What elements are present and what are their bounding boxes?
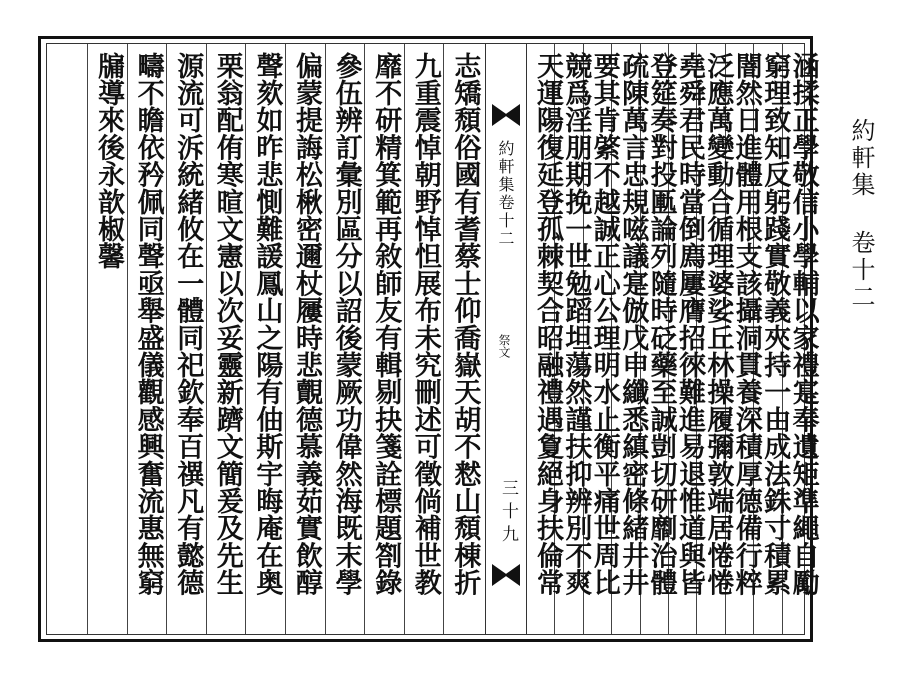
lower-fish-tail-icon [492,564,520,586]
column-rule [166,44,167,634]
text-column: 泛應萬變動合循理婆娑丘林操履彌敦端居惓惓 [702,52,734,596]
upper-fish-tail-icon [492,104,520,126]
column-rule [285,44,286,634]
column-rule [87,44,88,634]
text-column: 要其肯綮不越誠正心公理明水止衡平痛世周比 [588,52,620,596]
fold-title: 約軒集卷十二 [496,140,515,248]
text-column: 聲欬如昨悲惻難諼鳳山之陽有伷斯宇晦庵在奥 [251,52,283,596]
text-column: 天運陽復延登孤棘契合昭融禮遇夐絕身扶倫常 [532,52,563,596]
text-column: 源流可泝統緒攸在一體同祀欽奉百禩凡有懿德 [172,52,204,596]
text-column: 栗翁配侑寒暄文憲以次妥靈新躋文簡爰及先生 [211,52,243,596]
text-column: 競爲淫朋期挽一世勉蹈坦蕩然謹扶抑辨別不爽 [560,52,592,596]
text-column: 登筵奏對投匭論列隨時砭藥至誠剴切研劘治體 [645,52,677,596]
text-column: 涵揉正學敬信小學輔以家禮寔奉遺矩準繩自勵 [787,52,819,596]
text-column: 疇不瞻依矜佩同聲亟舉盛儀觀感興奮流惠無窮 [132,52,164,596]
text-column: 九重震悼朝野悼怛展布未究刪述可徵倘補世教 [409,52,441,596]
text-column: 闇然日進體用根支該攝洞貫養深積厚德備行粹 [730,52,762,596]
text-column: 志矯頹俗國有耆蔡士仰喬嶽天胡不慭山頹棟折 [449,52,481,596]
text-column: 堯舜君民時當倒廌屢膺招徠難進易退惟道與皆 [674,52,705,596]
text-column: 參伍辨訂彙別區分以詔後蒙厥功偉然海既末學 [330,52,362,596]
margin-book-title: 約軒集 卷十二 [847,118,875,311]
column-rule [206,44,207,634]
column-rule [443,44,444,634]
fold-page-number: 三十九 [498,479,518,548]
printed-frame [38,36,819,642]
fold-section: 祭文 [497,334,511,358]
frame-inner [46,43,819,635]
column-rule [325,44,326,634]
text-column: 牖導來後永歆椒馨 [93,52,124,270]
text-column: 疏陳萬言忠規嗞議寔倣戊申纖悉縝密條緒井井 [617,52,649,596]
column-rule [404,44,405,634]
text-column: 偏蒙提誨松楸密邇杖屨時悲覿德慕義茹實飲醇 [291,52,322,596]
text-column: 靡不研精箕範再敘師友有輯剔抉箋詮標題劄錄 [370,52,402,596]
column-rule [245,44,246,634]
center-fold [485,44,527,634]
column-rule [127,44,128,634]
text-column: 窮理致知反躬踐實敬義夾持一由成法銖寸積累 [759,52,791,596]
column-rule [364,44,365,634]
